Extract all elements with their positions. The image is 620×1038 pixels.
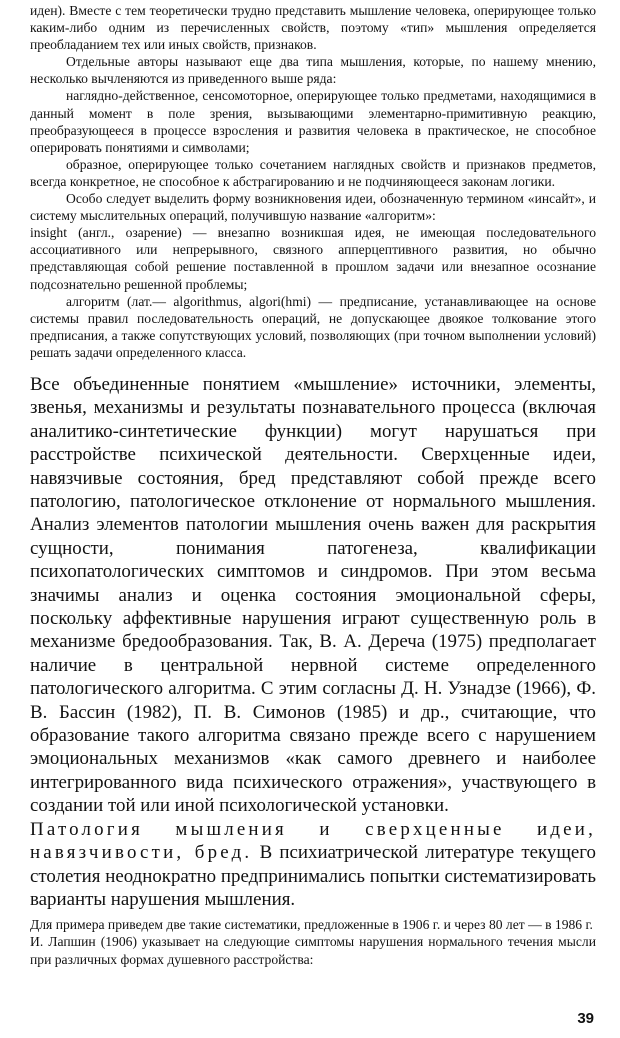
definition-algorithm: алгоритм (лат.— algorithmus, algori(hmi) — предписание, устанавливающее на основе системы правил последовательность операций, не допускающее двоякое толкование этого предписания, а также сопутствующих условий, позволяющих (при точном выполнении условий) решать задачи определенного класса. — [30, 293, 596, 360]
page-number: 39 — [577, 1010, 594, 1027]
closing-small-block — [30, 916, 596, 967]
definition-insight: insight (англ., озарение) — внезапно возникшая идея, не имеющая последовательного ассоциативного или непрерывного, связного апперцептивного развития, но обычно представляющая собой решение поставленной в прошлом задачи или внезапное осознание подсознательно решенной проблемы; — [30, 225, 596, 292]
small-print-block — [30, 2, 596, 361]
paragraph-pathology-text: В психиатрической литературе текущего столетия неоднократно предпринимались попытки систематизировать варианты нарушения мышления. — [30, 842, 596, 910]
definition-visual-action: наглядно-действенное, сенсомоторное, оперирующее только предметами, находящимися в данный момент в поле зрения, вызывающими элементарно-примитивную реакцию, преобразующееся в процессе взросления и развития человека в практическое, не способное оперировать понятиями и символами; — [30, 88, 596, 155]
paragraph-two-more-types: Отдельные авторы называют еще два типа мышления, которые, по нашему мнению, несколько вычленяются из приведенного выше ряда: — [30, 54, 596, 87]
paragraph-two-systematics: Для примера приведем две такие систематики, предложенные в 1906 г. и через 80 лет — в 1986 г. — [30, 917, 593, 933]
definition-figurative: образное, оперирующее только сочетанием наглядных свойств и признаков предметов, всегда конкретное, не способное к абстрагированию и не подчиняющееся законам логики. — [30, 156, 596, 189]
book-page — [30, 2, 596, 968]
paragraph-lapshin: И. Лапшин (1906) указывает на следующие симптомы нарушения нормального течения мысли при различных формах душевного расстройства: — [30, 934, 596, 967]
paragraph-types-summary: иден). Вместе с тем теоретически трудно представить мышление человека, оперирующее только каким-либо одним из перечисленных свойств, поэтому «тип» мышления определяется преобладанием тех или иных свойств, признаков. — [30, 3, 596, 53]
paragraph-pathology-section — [30, 818, 596, 912]
main-text-block — [30, 373, 596, 911]
section-heading: Патология мышления и сверхценные идеи, навязчивости, бред. — [30, 818, 596, 864]
paragraph-thinking-disorders: Все объединенные понятием «мышление» источники, элементы, звенья, механизмы и результаты познавательного процесса (включая аналитико-синтетические функции) могут нарушаться при расстройстве психической деятельности. Сверхценные идеи, навязчивые состояния, бред представляют собой прежде всего патологию, патологическое отклонение от нормального мышления. Анализ элементов патологии мышления очень важен для раскрытия сущности, понимания патогенеза, квалификации психопатологических симптомов и синдромов. При этом весьма значимы анализ и оценка состояния эмоциональной сферы, поскольку аффективные нарушения играют существенную роль в механизме бредообразования. Так, В. А. Дереча (1975) предполагает наличие в центральной нервной системе определенного патологического алгоритма. С этим согласны Д. Н. Узнадзе (1966), Ф. В. Бассин (1982), П. В. Симонов (1985) и др., считающие, что образование такого алгоритма связано прежде всего с нарушением эмоциональных механизмов «как самого древнего и наиболее интегрированного вида психического отражения», участвующего в создании той или иной психологической установки. — [30, 373, 596, 817]
paragraph-insight-algorithm: Особо следует выделить форму возникновения идеи, обозначенную термином «инсайт», и систему мыслительных операций, получившую название «алгоритм»: — [30, 191, 596, 224]
